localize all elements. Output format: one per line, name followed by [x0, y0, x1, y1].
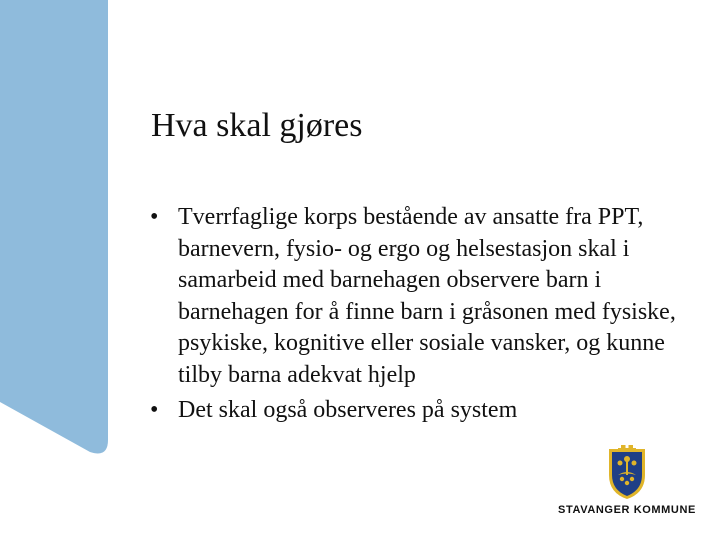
- stavanger-crest-icon: [606, 445, 648, 501]
- slide-title: Hva skal gjøres: [151, 107, 363, 144]
- bullet-text: Tverrfaglige korps bestående av ansatte fra PPT, barnevern, fysio- og ergo og helsestasjon skal i samarbeid med barnehagen observere barn i barnehagen for å finne barn i gråsonen med fysiske, psykiske, kognitive eller sosiale vansker, og kunne tilby barna adekvat hjelp: [178, 204, 676, 388]
- logo-text: STAVANGER KOMMUNE: [558, 504, 696, 516]
- stavanger-logo: [556, 445, 698, 525]
- bullet-text: Det skal også observeres på system: [178, 397, 518, 423]
- bullet-list: [150, 202, 680, 431]
- bullet-item: [150, 202, 680, 391]
- bullet-marker: •: [150, 204, 159, 230]
- bullet-item: [150, 395, 680, 427]
- bullet-marker: •: [150, 397, 159, 423]
